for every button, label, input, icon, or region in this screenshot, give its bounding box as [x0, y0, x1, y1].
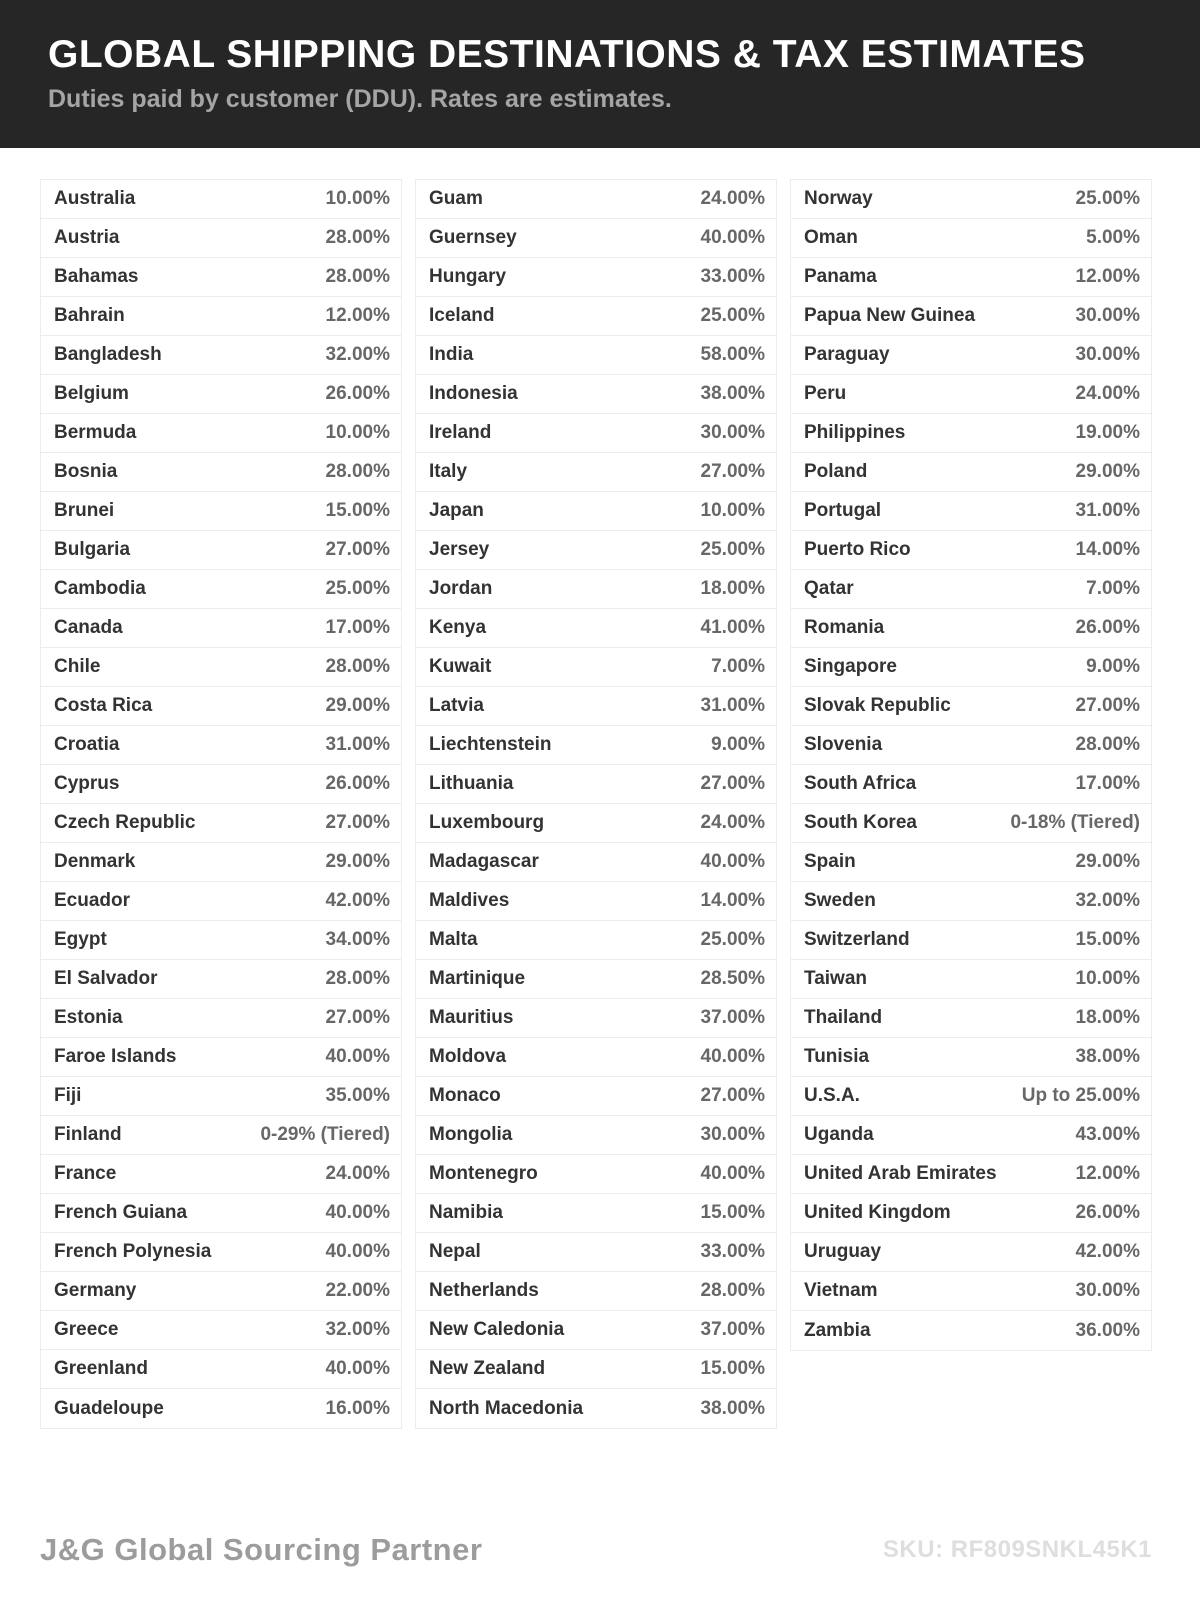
tax-rate: 28.00%	[1075, 734, 1140, 755]
country-name: Martinique	[429, 968, 526, 989]
tax-rate: 15.00%	[1075, 929, 1140, 950]
table-row	[416, 921, 776, 960]
table-row	[416, 570, 776, 609]
table-row	[41, 219, 401, 258]
tax-rate: Up to 25.00%	[1021, 1085, 1140, 1106]
table-row	[416, 999, 776, 1038]
table-row	[41, 1194, 401, 1233]
country-name: Italy	[429, 461, 468, 482]
tax-rate: 28.00%	[325, 461, 390, 482]
rates-column-3	[790, 179, 1152, 1351]
table-row	[41, 609, 401, 648]
country-name: Norway	[804, 188, 873, 209]
table-row	[416, 531, 776, 570]
table-row	[41, 921, 401, 960]
table-row	[416, 492, 776, 531]
tax-rate: 38.00%	[700, 1397, 765, 1419]
country-name: Cyprus	[54, 773, 120, 794]
country-name: Spain	[804, 851, 856, 872]
table-row	[416, 648, 776, 687]
tax-rate: 5.00%	[1086, 227, 1140, 248]
tax-rate: 16.00%	[325, 1397, 390, 1419]
table-row	[41, 180, 401, 219]
country-name: Bermuda	[54, 422, 137, 443]
country-name: New Zealand	[429, 1358, 546, 1379]
tax-rate: 24.00%	[1075, 383, 1140, 404]
table-row	[791, 1116, 1151, 1155]
table-row	[791, 1155, 1151, 1194]
table-row	[416, 1038, 776, 1077]
country-name: Puerto Rico	[804, 539, 911, 560]
table-row	[416, 960, 776, 999]
country-name: Bangladesh	[54, 344, 162, 365]
country-name: Switzerland	[804, 929, 910, 950]
table-row	[416, 219, 776, 258]
tax-rate: 28.00%	[700, 1280, 765, 1301]
table-row	[791, 726, 1151, 765]
table-row	[416, 1350, 776, 1389]
country-name: Nepal	[429, 1241, 481, 1262]
country-name: Indonesia	[429, 383, 518, 404]
country-name: Romania	[804, 617, 885, 638]
tax-rate: 0-18% (Tiered)	[1010, 812, 1140, 833]
country-name: Luxembourg	[429, 812, 545, 833]
tax-rate: 14.00%	[700, 890, 765, 911]
tax-rate: 40.00%	[700, 1046, 765, 1067]
country-name: United Kingdom	[804, 1202, 951, 1223]
tax-rate: 25.00%	[325, 578, 390, 599]
tax-rate: 36.00%	[1075, 1319, 1140, 1341]
country-name: Canada	[54, 617, 123, 638]
table-row	[41, 1233, 401, 1272]
tax-rate: 28.00%	[325, 227, 390, 248]
country-name: New Caledonia	[429, 1319, 565, 1340]
country-name: South Korea	[804, 812, 917, 833]
country-name: Czech Republic	[54, 812, 196, 833]
country-name: Tunisia	[804, 1046, 870, 1067]
country-name: Slovak Republic	[804, 695, 951, 716]
tax-rate: 35.00%	[325, 1085, 390, 1106]
table-row	[416, 1272, 776, 1311]
table-row	[791, 297, 1151, 336]
country-name: Germany	[54, 1280, 137, 1301]
table-row	[41, 531, 401, 570]
country-name: El Salvador	[54, 968, 158, 989]
table-row	[41, 453, 401, 492]
table-row	[791, 609, 1151, 648]
tax-rate: 37.00%	[700, 1007, 765, 1028]
tax-rate: 27.00%	[700, 1085, 765, 1106]
country-name: Kenya	[429, 617, 487, 638]
country-name: Moldova	[429, 1046, 507, 1067]
table-row	[41, 336, 401, 375]
table-row	[791, 804, 1151, 843]
table-row	[416, 1389, 776, 1428]
country-name: Fiji	[54, 1085, 82, 1106]
table-row	[791, 960, 1151, 999]
country-name: Denmark	[54, 851, 136, 872]
table-row	[416, 453, 776, 492]
country-name: U.S.A.	[804, 1085, 860, 1106]
tax-rate: 28.00%	[325, 656, 390, 677]
tax-rate: 40.00%	[325, 1358, 390, 1379]
table-row	[791, 531, 1151, 570]
country-name: Namibia	[429, 1202, 503, 1223]
table-row	[41, 258, 401, 297]
country-name: Australia	[54, 188, 136, 209]
table-row	[791, 1077, 1151, 1116]
tax-rate: 9.00%	[711, 734, 765, 755]
tax-rate: 0-29% (Tiered)	[260, 1124, 390, 1145]
table-row	[791, 1272, 1151, 1311]
country-name: Ecuador	[54, 890, 131, 911]
country-name: Vietnam	[804, 1280, 878, 1301]
tax-rate: 25.00%	[700, 305, 765, 326]
table-row	[41, 1272, 401, 1311]
country-name: India	[429, 344, 474, 365]
country-name: Chile	[54, 656, 101, 677]
tax-rate: 40.00%	[325, 1241, 390, 1262]
country-name: Papua New Guinea	[804, 305, 976, 326]
tax-rate: 25.00%	[700, 539, 765, 560]
country-name: Belgium	[54, 383, 129, 404]
tax-rate: 40.00%	[700, 1163, 765, 1184]
page-subtitle: Duties paid by customer (DDU). Rates are estimates.	[48, 85, 672, 114]
country-name: United Arab Emirates	[804, 1163, 997, 1184]
table-row	[416, 882, 776, 921]
country-name: Greenland	[54, 1358, 148, 1379]
table-row	[416, 726, 776, 765]
table-row	[416, 609, 776, 648]
table-row	[416, 804, 776, 843]
tax-rate: 22.00%	[325, 1280, 390, 1301]
tax-rate: 12.00%	[1075, 266, 1140, 287]
table-row	[416, 843, 776, 882]
table-row	[416, 1233, 776, 1272]
country-name: North Macedonia	[429, 1397, 584, 1419]
table-row	[791, 648, 1151, 687]
table-row	[41, 765, 401, 804]
tax-rate: 15.00%	[325, 500, 390, 521]
country-name: Bulgaria	[54, 539, 131, 560]
table-row	[791, 492, 1151, 531]
tax-rate: 43.00%	[1075, 1124, 1140, 1145]
tax-rate: 25.00%	[1075, 188, 1140, 209]
tax-rate: 26.00%	[1075, 617, 1140, 638]
country-name: Taiwan	[804, 968, 867, 989]
tax-rate: 10.00%	[325, 422, 390, 443]
tax-rate: 10.00%	[325, 188, 390, 209]
country-name: Mauritius	[429, 1007, 514, 1028]
tax-rate: 42.00%	[1075, 1241, 1140, 1262]
tax-rate: 27.00%	[325, 812, 390, 833]
table-row	[791, 180, 1151, 219]
tax-rate: 24.00%	[325, 1163, 390, 1184]
table-row	[416, 336, 776, 375]
tax-rate: 38.00%	[1075, 1046, 1140, 1067]
table-row	[41, 882, 401, 921]
table-row	[791, 258, 1151, 297]
country-name: Portugal	[804, 500, 882, 521]
tax-rate: 33.00%	[700, 1241, 765, 1262]
tax-rate: 10.00%	[700, 500, 765, 521]
country-name: Egypt	[54, 929, 107, 950]
country-name: Philippines	[804, 422, 906, 443]
country-name: Uruguay	[804, 1241, 882, 1262]
page-footer	[0, 1532, 1200, 1568]
country-name: Bahamas	[54, 266, 139, 287]
tax-rate: 40.00%	[325, 1046, 390, 1067]
table-row	[41, 1155, 401, 1194]
country-name: Singapore	[804, 656, 897, 677]
table-row	[41, 414, 401, 453]
table-row	[41, 1038, 401, 1077]
table-row	[41, 726, 401, 765]
table-row	[416, 687, 776, 726]
country-name: Netherlands	[429, 1280, 539, 1301]
country-name: Zambia	[804, 1319, 871, 1341]
country-name: Guam	[429, 188, 483, 209]
country-name: Croatia	[54, 734, 120, 755]
tax-rate: 15.00%	[700, 1202, 765, 1223]
tax-rate: 32.00%	[325, 1319, 390, 1340]
tax-rate: 26.00%	[1075, 1202, 1140, 1223]
table-row	[416, 1077, 776, 1116]
tax-rate: 31.00%	[325, 734, 390, 755]
tax-rate: 15.00%	[700, 1358, 765, 1379]
tax-rate: 33.00%	[700, 266, 765, 287]
tax-rate: 27.00%	[700, 773, 765, 794]
table-row	[416, 375, 776, 414]
country-name: Peru	[804, 383, 847, 404]
table-row	[416, 765, 776, 804]
table-row	[41, 999, 401, 1038]
table-row	[791, 1233, 1151, 1272]
tax-rate: 27.00%	[1075, 695, 1140, 716]
table-row	[791, 1194, 1151, 1233]
country-name: France	[54, 1163, 117, 1184]
table-row	[791, 1038, 1151, 1077]
country-name: Paraguay	[804, 344, 890, 365]
country-name: Austria	[54, 227, 120, 248]
country-name: Monaco	[429, 1085, 501, 1106]
table-row	[416, 180, 776, 219]
country-name: Jersey	[429, 539, 490, 560]
country-name: French Polynesia	[54, 1241, 212, 1262]
table-row	[416, 1116, 776, 1155]
table-row	[791, 1311, 1151, 1350]
table-row	[791, 687, 1151, 726]
table-row	[41, 1077, 401, 1116]
tax-rate: 31.00%	[1075, 500, 1140, 521]
country-name: Hungary	[429, 266, 507, 287]
table-row	[791, 999, 1151, 1038]
country-name: Bosnia	[54, 461, 118, 482]
tax-rate: 34.00%	[325, 929, 390, 950]
country-name: South Africa	[804, 773, 917, 794]
tax-rate: 27.00%	[325, 539, 390, 560]
tax-rate: 12.00%	[1075, 1163, 1140, 1184]
table-row	[41, 1350, 401, 1389]
table-row	[791, 843, 1151, 882]
table-row	[416, 297, 776, 336]
table-row	[416, 1155, 776, 1194]
country-name: Latvia	[429, 695, 484, 716]
page-title: GLOBAL SHIPPING DESTINATIONS & TAX ESTIMATES	[48, 32, 1086, 76]
table-row	[791, 375, 1151, 414]
country-name: Liechtenstein	[429, 734, 552, 755]
tax-rate: 32.00%	[1075, 890, 1140, 911]
table-row	[41, 1116, 401, 1155]
table-row	[41, 492, 401, 531]
tax-rate: 37.00%	[700, 1319, 765, 1340]
tax-rate: 19.00%	[1075, 422, 1140, 443]
country-name: Japan	[429, 500, 484, 521]
rates-column-1	[40, 179, 402, 1429]
tax-rate: 28.50%	[700, 968, 765, 989]
table-row	[791, 570, 1151, 609]
tax-rate: 17.00%	[1075, 773, 1140, 794]
table-row	[41, 687, 401, 726]
sku-label: SKU: RF809SNKL45K1	[882, 1536, 1152, 1563]
tax-rate: 25.00%	[700, 929, 765, 950]
table-row	[41, 648, 401, 687]
tax-rate: 26.00%	[325, 383, 390, 404]
tax-rate: 17.00%	[325, 617, 390, 638]
country-name: Guadeloupe	[54, 1397, 164, 1419]
country-name: Oman	[804, 227, 858, 248]
table-row	[791, 414, 1151, 453]
table-row	[791, 219, 1151, 258]
country-name: Qatar	[804, 578, 854, 599]
tax-rate: 29.00%	[1075, 851, 1140, 872]
tax-rate: 30.00%	[700, 1124, 765, 1145]
country-name: Madagascar	[429, 851, 539, 872]
country-name: Maldives	[429, 890, 510, 911]
tax-rate: 28.00%	[325, 968, 390, 989]
tax-rate: 14.00%	[1075, 539, 1140, 560]
tax-rate: 12.00%	[325, 305, 390, 326]
table-row	[41, 375, 401, 414]
tax-rate: 24.00%	[700, 812, 765, 833]
tax-rate: 32.00%	[325, 344, 390, 365]
table-row	[41, 297, 401, 336]
tax-rate: 7.00%	[711, 656, 765, 677]
table-row	[41, 570, 401, 609]
country-name: Uganda	[804, 1124, 874, 1145]
country-name: Thailand	[804, 1007, 883, 1028]
tax-rate: 29.00%	[325, 695, 390, 716]
brand-name: J&G Global Sourcing Partner	[40, 1532, 483, 1567]
table-row	[41, 960, 401, 999]
country-name: Costa Rica	[54, 695, 153, 716]
tax-rate: 30.00%	[700, 422, 765, 443]
table-row	[416, 258, 776, 297]
table-row	[41, 1389, 401, 1428]
tax-rate: 30.00%	[1075, 1280, 1140, 1301]
tax-rate: 7.00%	[1086, 578, 1140, 599]
country-name: Ireland	[429, 422, 492, 443]
table-row	[791, 882, 1151, 921]
table-row	[791, 453, 1151, 492]
tax-rate: 24.00%	[700, 188, 765, 209]
country-name: Jordan	[429, 578, 493, 599]
page-header	[0, 0, 1200, 148]
country-name: Kuwait	[429, 656, 492, 677]
table-row	[41, 1311, 401, 1350]
country-name: Guernsey	[429, 227, 517, 248]
country-name: Faroe Islands	[54, 1046, 177, 1067]
country-name: French Guiana	[54, 1202, 188, 1223]
tax-rate: 29.00%	[325, 851, 390, 872]
table-row	[791, 921, 1151, 960]
table-row	[41, 843, 401, 882]
tax-rate: 30.00%	[1075, 305, 1140, 326]
tax-rate: 28.00%	[325, 266, 390, 287]
rates-column-2	[415, 179, 777, 1429]
country-name: Lithuania	[429, 773, 514, 794]
tax-rate: 40.00%	[700, 227, 765, 248]
country-name: Cambodia	[54, 578, 146, 599]
country-name: Brunei	[54, 500, 115, 521]
tax-rate: 40.00%	[325, 1202, 390, 1223]
tax-rate: 38.00%	[700, 383, 765, 404]
table-row	[791, 336, 1151, 375]
tax-rate: 18.00%	[1075, 1007, 1140, 1028]
country-name: Greece	[54, 1319, 119, 1340]
tax-rates-table	[0, 179, 1200, 1429]
tax-rate: 31.00%	[700, 695, 765, 716]
tax-rate: 58.00%	[700, 344, 765, 365]
table-row	[416, 1311, 776, 1350]
country-name: Finland	[54, 1124, 122, 1145]
tax-rate: 10.00%	[1075, 968, 1140, 989]
tax-rate: 9.00%	[1086, 656, 1140, 677]
table-row	[791, 765, 1151, 804]
country-name: Mongolia	[429, 1124, 513, 1145]
table-row	[416, 414, 776, 453]
tax-rate: 27.00%	[700, 461, 765, 482]
tax-rate: 30.00%	[1075, 344, 1140, 365]
country-name: Bahrain	[54, 305, 125, 326]
country-name: Estonia	[54, 1007, 123, 1028]
tax-rate: 27.00%	[325, 1007, 390, 1028]
tax-rate: 42.00%	[325, 890, 390, 911]
country-name: Iceland	[429, 305, 495, 326]
tax-rate: 41.00%	[700, 617, 765, 638]
tax-rate: 18.00%	[700, 578, 765, 599]
tax-rate: 40.00%	[700, 851, 765, 872]
country-name: Poland	[804, 461, 868, 482]
tax-rate: 26.00%	[325, 773, 390, 794]
country-name: Slovenia	[804, 734, 883, 755]
tax-rate: 29.00%	[1075, 461, 1140, 482]
country-name: Montenegro	[429, 1163, 538, 1184]
country-name: Panama	[804, 266, 877, 287]
country-name: Sweden	[804, 890, 876, 911]
table-row	[41, 804, 401, 843]
country-name: Malta	[429, 929, 478, 950]
table-row	[416, 1194, 776, 1233]
